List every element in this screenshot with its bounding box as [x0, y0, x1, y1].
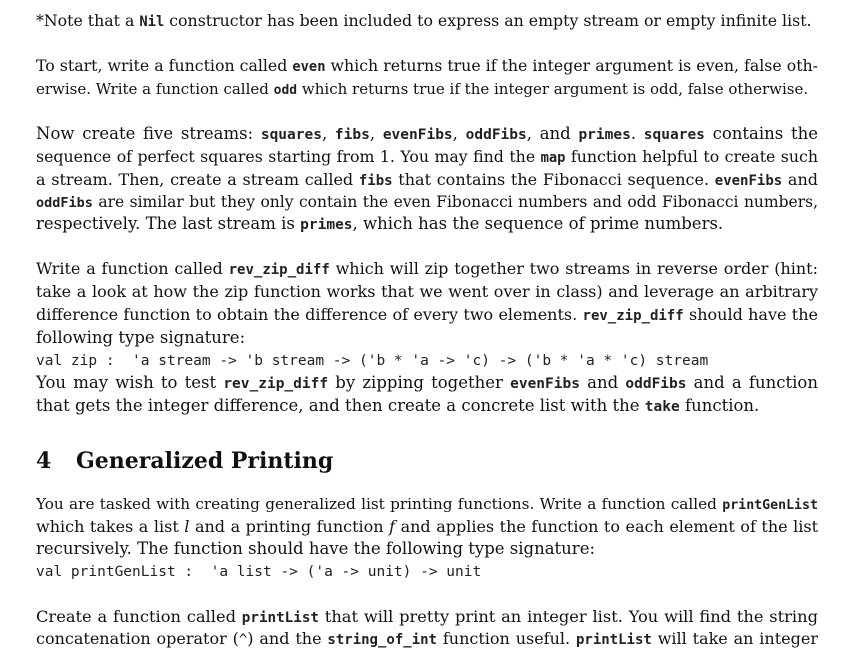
text: respectively. The last stream is — [36, 214, 301, 233]
section-heading — [36, 446, 333, 476]
section-title: Generalized Printing — [76, 448, 334, 474]
text: concatenation operator ( — [36, 629, 239, 648]
paragraph-printlist-line-1 — [36, 606, 818, 629]
text: , — [452, 124, 466, 143]
code-odd: odd — [273, 83, 298, 98]
code-rev-zip-diff: rev_zip_diff — [223, 376, 329, 392]
code-rev-zip-diff: rev_zip_diff — [228, 262, 330, 278]
caret-operator: ^ — [238, 632, 248, 648]
text: , — [369, 124, 383, 143]
text: are similar but they only contain the even Fibonacci numbers and odd Fibonacci numbers, — [92, 193, 818, 211]
text: *Note that a — [36, 11, 140, 30]
text: . — [630, 124, 644, 143]
zip-type-signature: val zip : 'a stream -> 'b stream -> ('b * 'a -> 'c) -> ('b * 'a * 'c) stream — [36, 353, 709, 369]
text: erwise. Write a function called — [36, 80, 274, 98]
code-string-of-int: string_of_int — [327, 632, 437, 648]
printgenlist-type-signature: val printGenList : 'a list -> ('a -> unit) -> unit — [36, 564, 482, 580]
code-squares: squares — [260, 127, 322, 143]
code-squares: squares — [643, 127, 705, 143]
text: , and — [526, 124, 579, 143]
text: function. — [679, 396, 760, 415]
text: difference function to obtain the difference of every two elements. — [36, 305, 583, 324]
paragraph-zip-line-1 — [36, 258, 818, 281]
code-printlist: printList — [241, 610, 319, 626]
text: a stream. Then, create a stream called — [36, 170, 359, 189]
text: Now create five streams: — [36, 124, 261, 143]
paragraph-streams-line-3 — [36, 169, 818, 192]
text: and a printing function — [189, 517, 390, 536]
text: should have the — [683, 305, 818, 324]
math-f: f — [389, 517, 396, 536]
text: ) and the — [247, 629, 328, 648]
text: , — [321, 124, 335, 143]
text: function useful. — [436, 629, 576, 648]
text: that contains the Fibonacci sequence. — [392, 170, 715, 189]
paragraph-printgen-line-1 — [36, 493, 818, 517]
code-even: even — [292, 59, 326, 75]
code-map: map — [540, 150, 566, 166]
paragraph-zip-line-6 — [36, 372, 818, 395]
code-fibs: fibs — [334, 127, 370, 143]
text: which takes a list — [36, 517, 185, 536]
text: and — [579, 373, 626, 392]
code-rev-zip-diff: rev_zip_diff — [582, 308, 684, 324]
code-take: take — [644, 399, 680, 415]
text: which returns true if the integer argument is odd, false otherwise. — [297, 80, 809, 98]
paragraph-printgen-line-3 — [36, 538, 818, 560]
paragraph-zip-line-4 — [36, 327, 818, 349]
code-primes: primes — [578, 127, 631, 143]
text: that gets the integer difference, and then create a concrete list with the — [36, 396, 645, 415]
text: You may wish to test — [36, 373, 224, 392]
text: To start, write a function called — [36, 56, 293, 75]
code-nil: Nil — [139, 14, 165, 30]
paragraph-zip-line-7 — [36, 395, 818, 418]
paragraph-printlist-line-2 — [36, 628, 818, 651]
paragraph-printgen-line-2 — [36, 516, 818, 538]
code-evenfibs: evenFibs — [714, 173, 783, 189]
section-number: 4 — [36, 448, 52, 474]
text: recursively. The function should have the following type signature: — [36, 539, 596, 558]
text: and a function — [686, 373, 818, 392]
paragraph-streams-line-1 — [36, 123, 818, 146]
paragraph-zip-line-2 — [36, 281, 818, 303]
paragraph-streams-line-2 — [36, 146, 818, 169]
paragraph-even-odd-line-1 — [36, 55, 818, 78]
paragraph-streams-line-5 — [36, 213, 818, 236]
text: sequence of perfect squares starting from 1. You may find the — [36, 147, 541, 166]
code-fibs: fibs — [358, 173, 393, 189]
code-printgenlist: printGenList — [722, 498, 818, 513]
code-oddfibs: oddFibs — [625, 376, 687, 392]
text: by zipping together — [328, 373, 511, 392]
paragraph-even-odd-line-2 — [36, 78, 818, 102]
code-oddfibs: oddFibs — [36, 195, 93, 211]
code-oddfibs: oddFibs — [465, 127, 527, 143]
code-evenfibs: evenFibs — [382, 127, 453, 143]
text: function helpful to create such — [565, 147, 818, 166]
text: constructor has been included to express an empty stream or empty infinite list. — [164, 11, 812, 30]
text: contains the — [704, 124, 818, 143]
paragraph-zip-line-3 — [36, 304, 818, 327]
code-printlist: printList — [575, 632, 652, 648]
text: take a look at how the zip function works that we went over in class) and leverage an arbitrary — [36, 282, 818, 301]
text: following type signature: — [36, 328, 246, 347]
text: , which has the sequence of prime numbers. — [352, 214, 724, 233]
text: Create a function called — [36, 607, 242, 626]
code-evenfibs: evenFibs — [510, 376, 580, 392]
note-line — [36, 10, 818, 33]
code-primes: primes — [300, 217, 353, 233]
text: and applies the function to each element of the list — [395, 517, 819, 536]
paragraph-streams-line-4 — [36, 191, 818, 214]
text: You are tasked with creating generalized list printing functions. Write a function called — [36, 495, 723, 513]
math-l: l — [184, 517, 190, 536]
text: Write a function called — [36, 259, 229, 278]
text: will take an integer — [651, 629, 818, 648]
text: that will pretty print an integer list. You will find the string — [319, 607, 818, 626]
text: which returns true if the integer argument is even, false oth- — [325, 56, 818, 75]
text: which will zip together two streams in reverse order (hint: — [329, 259, 818, 278]
text: and — [782, 170, 818, 189]
